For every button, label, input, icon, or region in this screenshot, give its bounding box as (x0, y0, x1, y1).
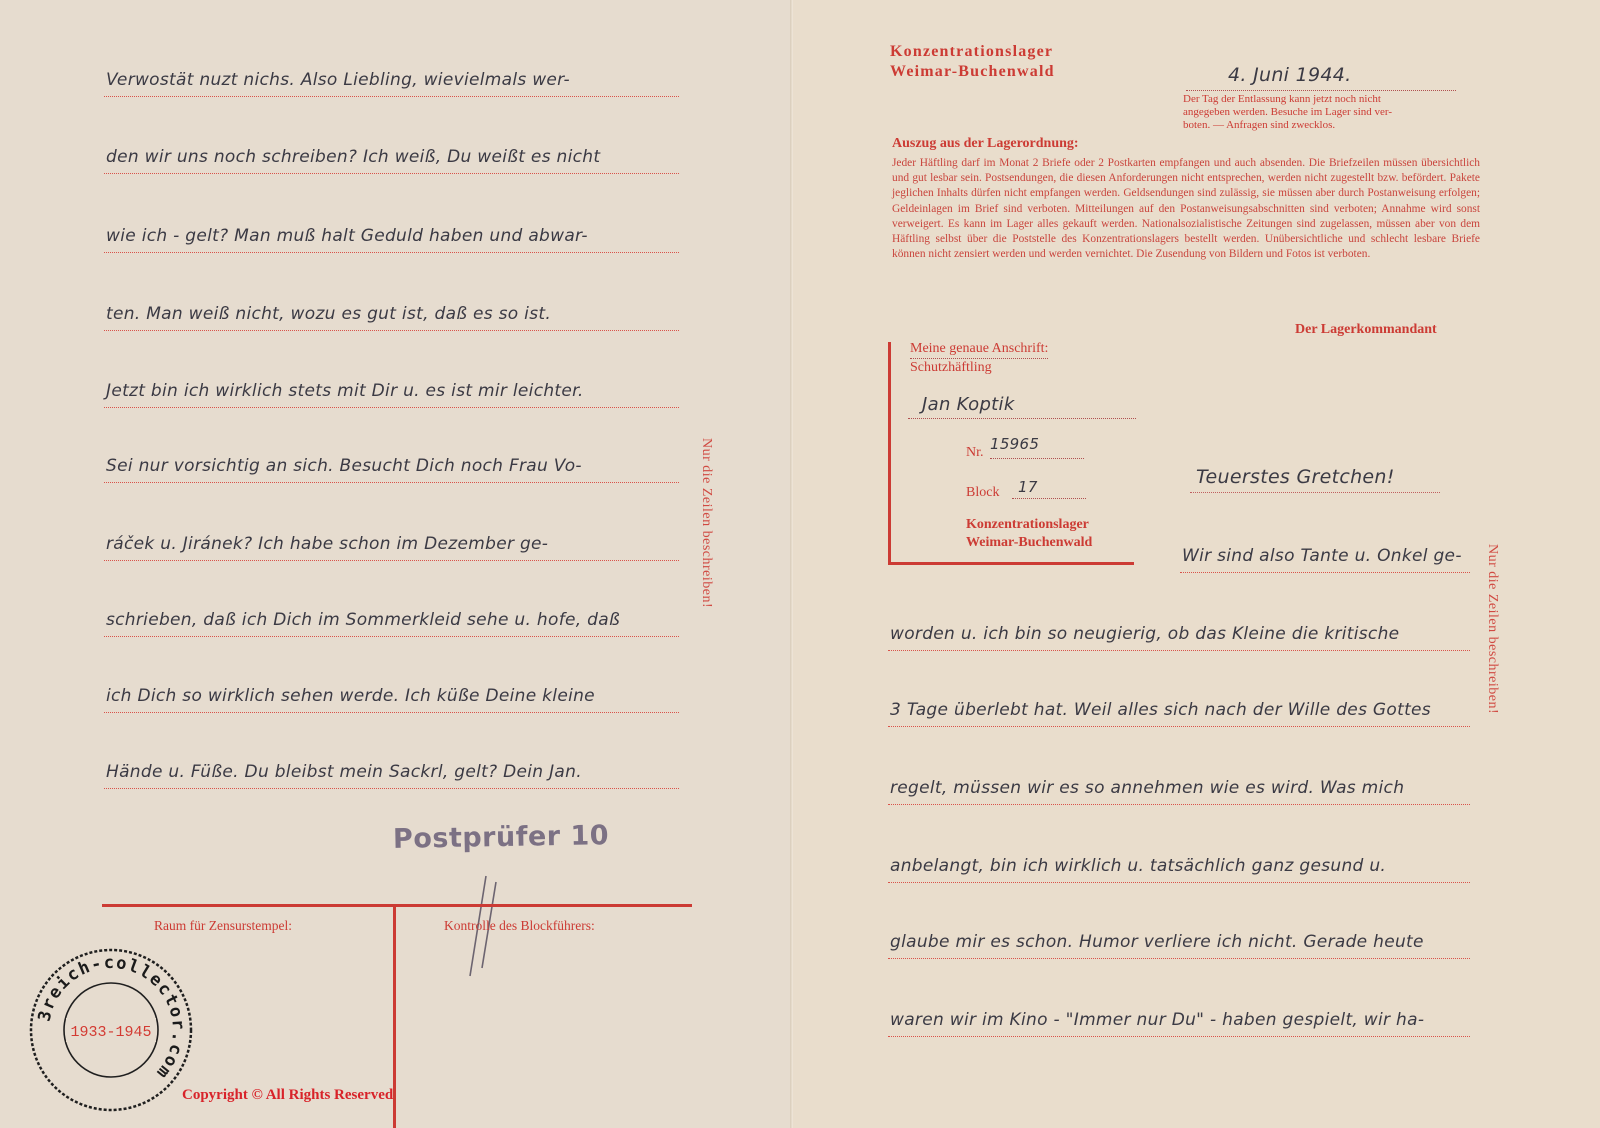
release-note-line-2: angegeben werden. Besuche im Lager sind ver- (1183, 106, 1392, 118)
letter-line: 3 Tage überlebt hat. Weil alles sich nach der Wille des Gottes (890, 700, 1431, 720)
watermark-ring-text: 3reich-collector.com (34, 952, 189, 1084)
greeting-line (1190, 492, 1440, 493)
prisoner-number: 15965 (990, 435, 1040, 453)
writing-line (104, 330, 679, 331)
letter-line: Verwostät nuzt nichs. Also Liebling, wievielmals wer- (106, 70, 570, 90)
address-camp-line-2: Weimar-Buchenwald (966, 535, 1093, 550)
letter-greeting: Teuerstes Gretchen! (1196, 466, 1395, 488)
control-box-border (102, 904, 692, 907)
writing-line (1180, 572, 1470, 573)
rules-heading: Auszug aus der Lagerordnung: (892, 136, 1079, 151)
watermark-seal (26, 945, 196, 1115)
letter-date: 4. Juni 1944. (1228, 64, 1352, 86)
release-note-line-1: Der Tag der Entlassung kann jetzt noch nicht (1183, 93, 1381, 105)
side-instruction: Nur die Zeilen beschreiben! (699, 438, 714, 609)
censor-stamp: Postprüfer 10 (392, 820, 610, 855)
letter-line: regelt, müssen wir es so annehmen wie es wird. Was mich (890, 778, 1405, 798)
release-note (1183, 93, 1392, 132)
letter-page-left (0, 0, 793, 1128)
letter-line: glaube mir es schon. Humor verliere ich nicht. Gerade heute (890, 932, 1424, 952)
writing-line (104, 252, 679, 253)
letter-line: waren wir im Kino - "Immer nur Du" - haben gespielt, wir ha- (890, 1010, 1425, 1030)
control-box-divider (393, 904, 396, 1128)
letter-line: ten. Man weiß nicht, wozu es gut ist, daß es so ist. (106, 304, 552, 324)
date-line (1186, 90, 1456, 91)
writing-line (104, 560, 679, 561)
prisoner-name: Jan Koptik (922, 394, 1015, 415)
letter-line: anbelangt, bin ich wirklich u. tatsächlich ganz gesund u. (890, 856, 1387, 876)
letter-line: ich Dich so wirklich sehen werde. Ich küße Deine kleine (106, 686, 595, 706)
copyright-notice: Copyright © All Rights Reserved (182, 1087, 394, 1103)
address-camp-line-1: Konzentrationslager (966, 517, 1089, 532)
block-line (1012, 498, 1086, 499)
writing-line (104, 96, 679, 97)
writing-line (888, 1036, 1470, 1037)
address-frame-bottom (888, 562, 1134, 565)
letter-line: wie ich - gelt? Man muß halt Geduld haben und abwar- (106, 226, 588, 246)
number-line (990, 458, 1084, 459)
writing-line (888, 726, 1470, 727)
letter-line: Hände u. Füße. Du bleibst mein Sackrl, gelt? Dein Jan. (106, 762, 582, 782)
writing-line (104, 173, 679, 174)
commandant-signature: Der Lagerkommandant (1295, 322, 1437, 337)
writing-line (888, 650, 1470, 651)
writing-line (104, 407, 679, 408)
letter-line: schrieben, daß ich Dich im Sommerkleid sehe u. hofe, daß (106, 610, 620, 630)
writing-line (888, 958, 1470, 959)
address-camp (966, 516, 1092, 552)
number-label: Nr. (966, 445, 984, 460)
letter-line: den wir uns noch schreiben? Ich weiß, Du weißt es nicht (106, 147, 601, 167)
writing-line (104, 712, 679, 713)
side-instruction: Nur die Zeilen beschreiben! (1485, 544, 1500, 715)
letter-line: worden u. ich bin so neugierig, ob das Kleine die kritische (890, 624, 1400, 644)
block-leader-box-label: Kontrolle des Blockführers: (444, 918, 595, 933)
address-frame-left (888, 342, 891, 564)
letter-line: Sei nur vorsichtig an sich. Besucht Dich noch Frau Vo- (106, 456, 582, 476)
censor-box-label: Raum für Zensurstempel: (154, 918, 292, 933)
address-label: Meine genaue Anschrift: (910, 341, 1048, 359)
letter-line: ráček u. Jiránek? Ich habe schon im Dezember ge- (106, 534, 549, 554)
watermark-years: 1933-1945 (70, 1024, 152, 1041)
writing-line (104, 636, 679, 637)
letter-line: Wir sind also Tante u. Onkel ge- (1182, 546, 1462, 566)
name-line (908, 418, 1136, 419)
writing-line (104, 788, 679, 789)
block-label: Block (966, 485, 1000, 500)
writing-line (104, 482, 679, 483)
camp-header (890, 42, 1055, 82)
prisoner-status: Schutzhäftling (910, 360, 992, 375)
block-number: 17 (1018, 478, 1038, 496)
letter-line: Jetzt bin ich wirklich stets mit Dir u. es ist mir leichter. (106, 381, 584, 401)
release-note-line-3: boten. — Anfragen sind zwecklos. (1183, 119, 1336, 131)
writing-line (888, 882, 1470, 883)
camp-header-line-1: Konzentrationslager (890, 43, 1054, 60)
writing-line (888, 804, 1470, 805)
rules-text: Jeder Häftling darf im Monat 2 Briefe oder 2 Postkarten empfangen und auch absenden. Die Briefzeilen müssen übersichtlich und gut lesbar sein. Postsendungen, die diesen Anforderungen nicht entsprechen, werden nicht zugestellt bzw. befördert. Pakete jeglichen Inhalts dürfen nicht empfangen werden. Geldsendungen sind zulässig, sie müssen aber durch Postanweisung erfolgen; Geldeinlagen im Brief sind verboten. Mitteilungen auf den Postanweisungsabschnitten sind verboten; Annahme wird sonst verweigert. Es kann im Lager alles gekauft werden. Nationalsozialistische Zeitungen sind zugelassen, müssen aber von dem Häftling selbst über die Poststelle des Konzentrationslagers bestellt werden. Unübersichtliche und schlecht lesbare Briefe können nicht zensiert werden und werden vernichtet. Die Zusendung von Bildern und Fotos ist verboten. (892, 157, 1480, 261)
camp-header-line-2: Weimar-Buchenwald (890, 63, 1055, 80)
